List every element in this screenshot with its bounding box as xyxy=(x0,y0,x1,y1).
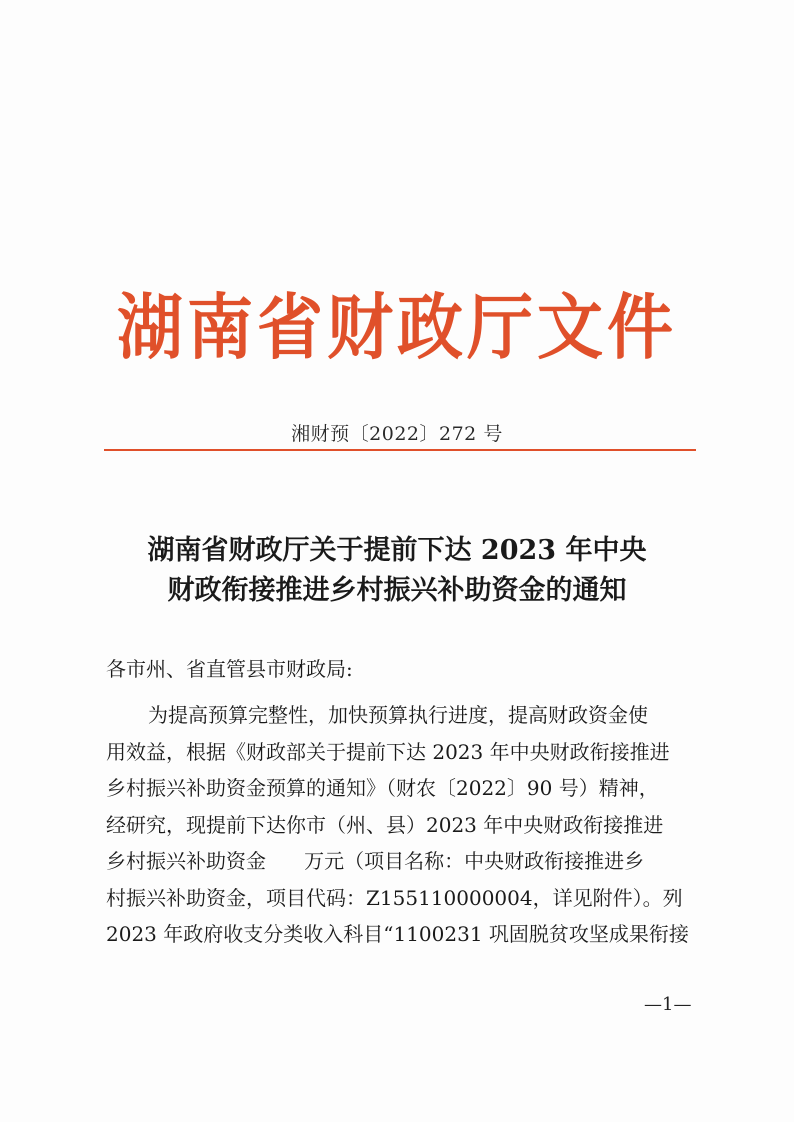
page-number: —1— xyxy=(644,994,692,1015)
document-title xyxy=(60,531,734,611)
title-line-1: 湖南省财政厅关于提前下达 2023 年中央 xyxy=(147,535,647,566)
red-divider-line xyxy=(104,449,696,451)
body-line: 经研究，现提前下达你市（州、县）2023 年中央财政衔接推进 xyxy=(106,812,664,837)
addressee: 各市州、省直管县市财政局: xyxy=(106,657,353,681)
body-line: 乡村振兴补助资金预算的通知》（财农〔2022〕90 号）精神， xyxy=(106,776,659,800)
issuer-red-header: 湖南省财政厅文件 xyxy=(117,286,677,370)
title-line-2: 财政衔接推进乡村振兴补助资金的通知 xyxy=(167,575,627,606)
body-paragraph xyxy=(106,697,706,953)
body-line: 村振兴补助资金，项目代码：Z155110000004，详见附件）。列 xyxy=(106,885,683,910)
body-line: 2023 年政府收支分类收入科目“1100231 巩固脱贫攻坚成果衔接 xyxy=(106,922,689,946)
document-number: 湘财预〔2022〕272 号 xyxy=(291,423,503,445)
body-line: 为提高预算完整性，加快预算执行进度，提高财政资金使 xyxy=(148,703,648,727)
body-line: 用效益，根据《财政部关于提前下达 2023 年中央财政衔接推进 xyxy=(106,739,670,764)
body-line: 乡村振兴补助资金 万元（项目名称：中央财政衔接推进乡 xyxy=(106,849,645,873)
